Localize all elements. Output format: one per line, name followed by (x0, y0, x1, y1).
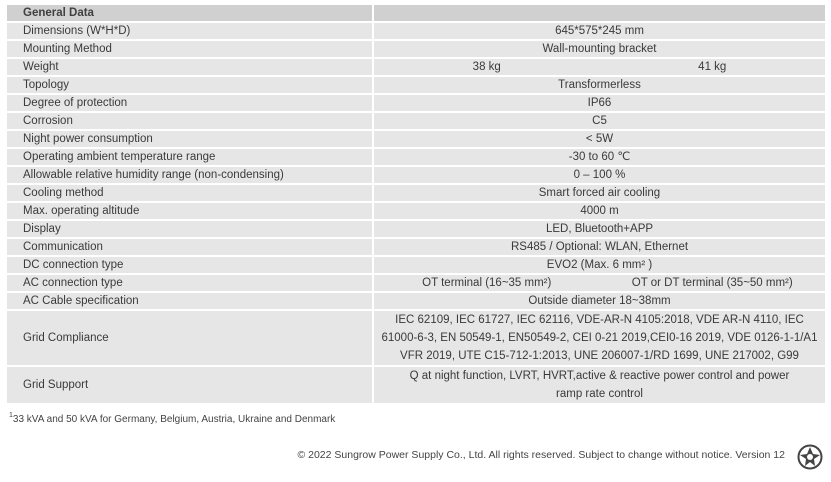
table-row (7, 41, 825, 57)
footnote (9, 414, 335, 425)
table-row (7, 293, 825, 309)
row-value-line: IEC 62109, IEC 61727, IEC 62116, VDE-AR-N 4105:2018, VDE AR-N 4110, IEC (395, 314, 804, 326)
row-value-left: 38 kg (472, 61, 501, 73)
general-data-table (7, 3, 825, 405)
row-value-multiline (374, 367, 825, 403)
footnote-text: 33 kVA and 50 kVA for Germany, Belgium, Austria, Ukraine and Denmark (12, 414, 336, 425)
table-row (7, 167, 825, 183)
row-label: Grid Compliance (7, 311, 374, 365)
row-value: -30 to 60 ℃ (374, 149, 825, 165)
row-label: Night power consumption (7, 131, 374, 147)
copyright-notice: © 2022 Sungrow Power Supply Co., Ltd. All rights reserved. Subject to change without notice. Version 12 (297, 449, 785, 461)
row-value-line: Q at night function, LVRT, HVRT,active & reactive power control and power (409, 370, 790, 382)
footnote-mark: 1 (9, 412, 13, 419)
row-label: Topology (7, 77, 374, 93)
table-row (7, 131, 825, 147)
table-row (7, 59, 825, 75)
table-row (7, 149, 825, 165)
section-title: General Data (7, 5, 374, 21)
row-value: LED, Bluetooth+APP (374, 221, 825, 237)
table-row (7, 221, 825, 237)
table-row (7, 185, 825, 201)
row-label: Communication (7, 239, 374, 255)
row-label: Degree of protection (7, 95, 374, 111)
row-value: Transformerless (374, 77, 825, 93)
row-value-line: ramp rate control (556, 388, 643, 400)
table-row (7, 77, 825, 93)
row-value: Outside diameter 18~38mm (374, 293, 825, 309)
row-label: AC connection type (7, 275, 374, 291)
row-label: Corrosion (7, 113, 374, 129)
row-value: IP66 (374, 95, 825, 111)
row-value-right: 41 kg (698, 61, 727, 73)
table-row (7, 311, 825, 365)
row-value: C5 (374, 113, 825, 129)
table-row (7, 95, 825, 111)
row-label: Dimensions (W*H*D) (7, 23, 374, 39)
row-value: Wall-mounting bracket (374, 41, 825, 57)
row-value: 4000 m (374, 203, 825, 219)
row-value: 645*575*245 mm (374, 23, 825, 39)
table-row (7, 239, 825, 255)
row-label: AC Cable specification (7, 293, 374, 309)
row-value: EVO2 (Max. 6 mm² ) (374, 257, 825, 273)
row-label: Cooling method (7, 185, 374, 201)
row-value: RS485 / Optional: WLAN, Ethernet (374, 239, 825, 255)
table-header-row (7, 5, 825, 21)
row-label: Display (7, 221, 374, 237)
table-row (7, 275, 825, 291)
section-title-value (374, 5, 825, 21)
row-value: < 5W (374, 131, 825, 147)
row-label: Mounting Method (7, 41, 374, 57)
sungrow-logo-icon (797, 444, 823, 470)
table-row (7, 257, 825, 273)
row-label: DC connection type (7, 257, 374, 273)
row-label: Allowable relative humidity range (non-condensing) (7, 167, 374, 183)
table-row (7, 113, 825, 129)
row-value-right: OT or DT terminal (35~50 mm²) (631, 277, 793, 289)
row-value-left: OT terminal (16~35 mm²) (422, 277, 552, 289)
row-value: Smart forced air cooling (374, 185, 825, 201)
row-value-multiline (374, 311, 825, 365)
row-value-line: 61000-6-3, EN 50549-1, EN50549-2, CEI 0-21 2019,CEI0-16 2019, VDE 0126-1-1/A1 (381, 332, 818, 344)
table-row (7, 367, 825, 403)
row-value-line: VFR 2019, UTE C15-712-1:2013, UNE 206007-1/RD 1699, UNE 217002, G99 (400, 350, 799, 362)
table-row (7, 203, 825, 219)
row-label: Grid Support (7, 367, 374, 403)
row-label: Weight (7, 59, 374, 75)
row-label: Operating ambient temperature range (7, 149, 374, 165)
row-label: Max. operating altitude (7, 203, 374, 219)
table-row (7, 23, 825, 39)
row-value-split (374, 59, 825, 75)
row-value-split (374, 275, 825, 291)
row-value: 0 – 100 % (374, 167, 825, 183)
